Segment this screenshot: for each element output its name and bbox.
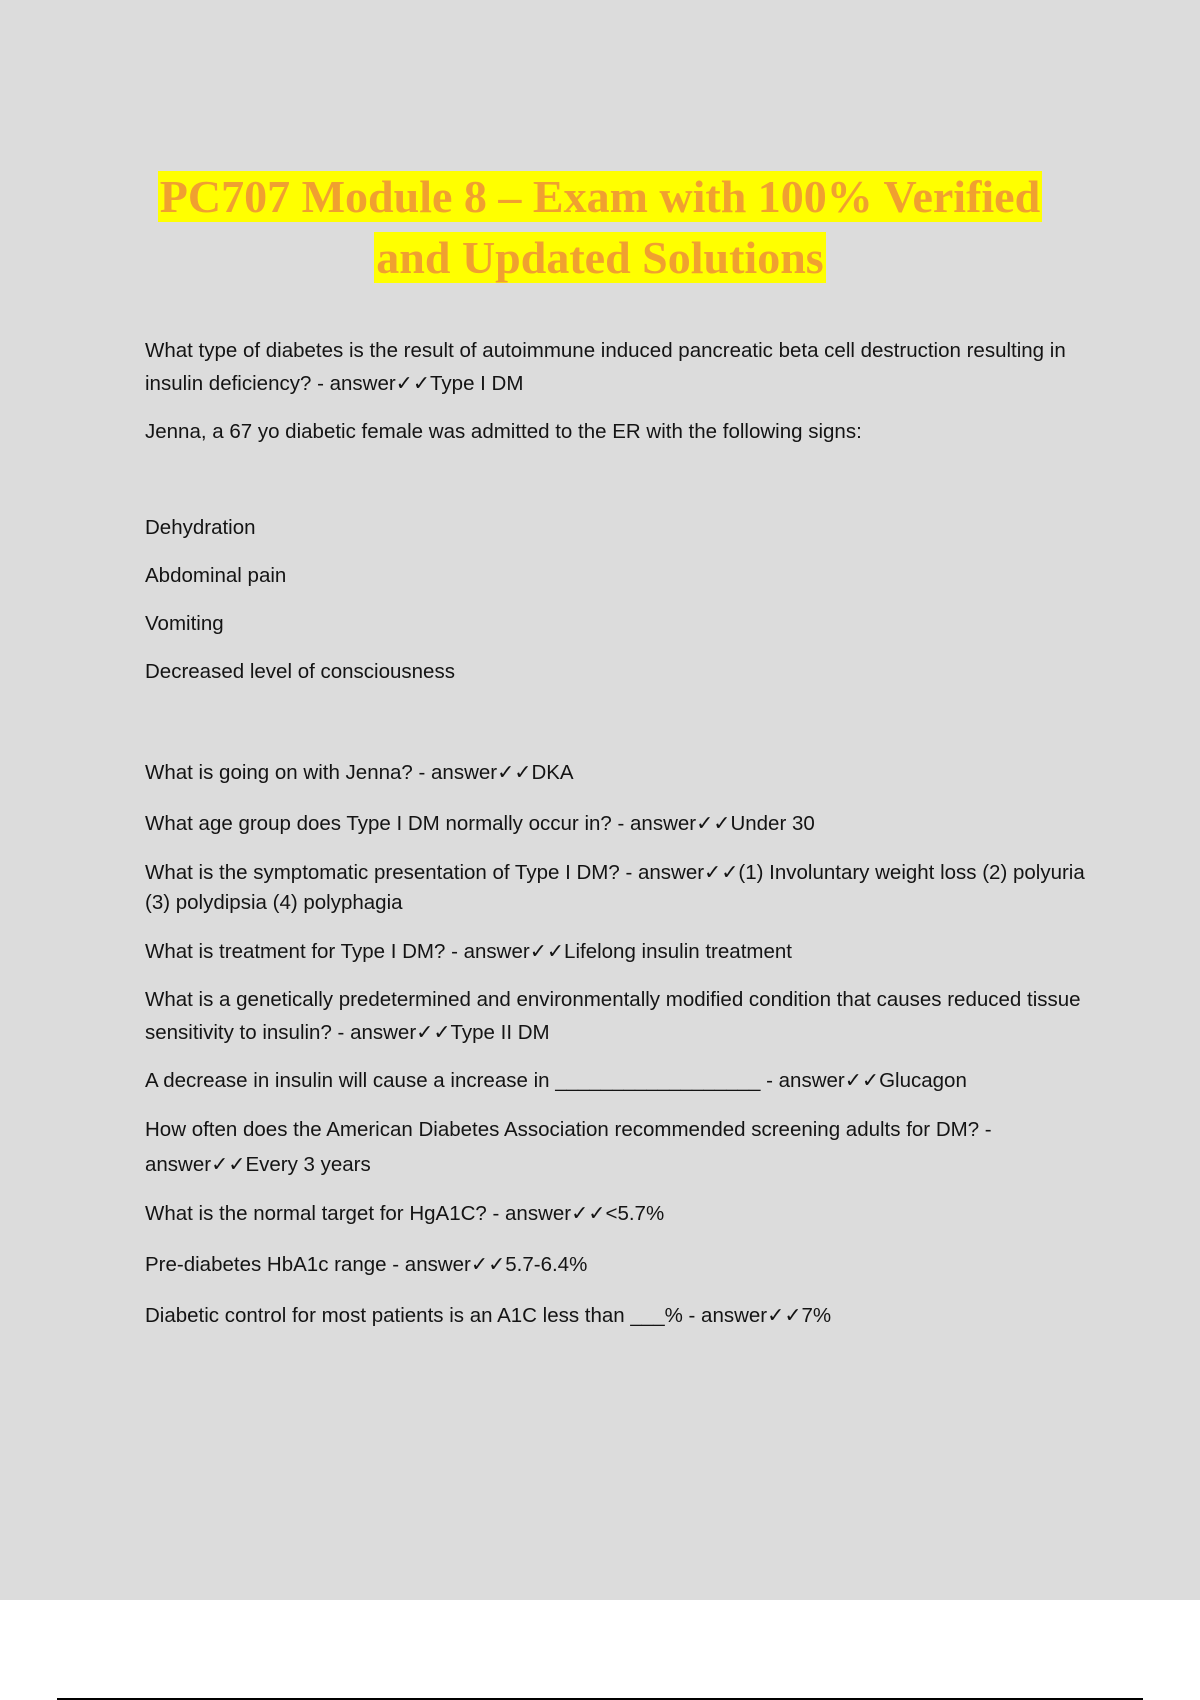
sign-decreased-consciousness: Decreased level of consciousness: [145, 660, 455, 683]
question-11: Diabetic control for most patients is an A1C less than ___% - answer✓✓7%: [145, 1304, 832, 1327]
question-7: A decrease in insulin will cause a increase in __________________ - answer✓✓Glucagon: [145, 1069, 967, 1092]
title-line-2: and Updated Solutions: [376, 232, 824, 283]
sign-vomiting: Vomiting: [145, 612, 224, 635]
sign-abdominal-pain: Abdominal pain: [145, 564, 287, 587]
question-2-intro: Jenna, a 67 yo diabetic female was admitted to the ER with the following signs:: [145, 420, 862, 443]
question-9: What is the normal target for HgA1C? - answer✓✓<5.7%: [145, 1202, 665, 1225]
sign-dehydration: Dehydration: [145, 516, 256, 539]
question-6: What is a genetically predetermined and environmentally modified condition that causes reduced tissue sensitivity to insulin? - answer✓✓Type II DM: [145, 988, 1081, 1044]
question-1: What type of diabetes is the result of autoimmune induced pancreatic beta cell destruction resulting in insulin deficiency? - answer✓✓Type I DM: [145, 339, 1066, 395]
question-3: What age group does Type I DM normally occur in? - answer✓✓Under 30: [145, 812, 815, 835]
question-10: Pre-diabetes HbA1c range - answer✓✓5.7-6.4%: [145, 1253, 588, 1276]
document-body: [145, 334, 1095, 1332]
question-4: What is the symptomatic presentation of Type I DM? - answer✓✓(1) Involuntary weight loss (2) polyuria (3) polydipsia (4) polyphagia: [145, 861, 1085, 914]
question-8: How often does the American Diabetes Association recommended screening adults for DM? - answer✓✓Every 3 years: [145, 1118, 992, 1176]
document-title: [0, 166, 1200, 288]
question-2: What is going on with Jenna? - answer✓✓DKA: [145, 761, 574, 784]
title-line-1: PC707 Module 8 – Exam with 100% Verified: [159, 171, 1041, 222]
question-5: What is treatment for Type I DM? - answer✓✓Lifelong insulin treatment: [145, 940, 792, 963]
